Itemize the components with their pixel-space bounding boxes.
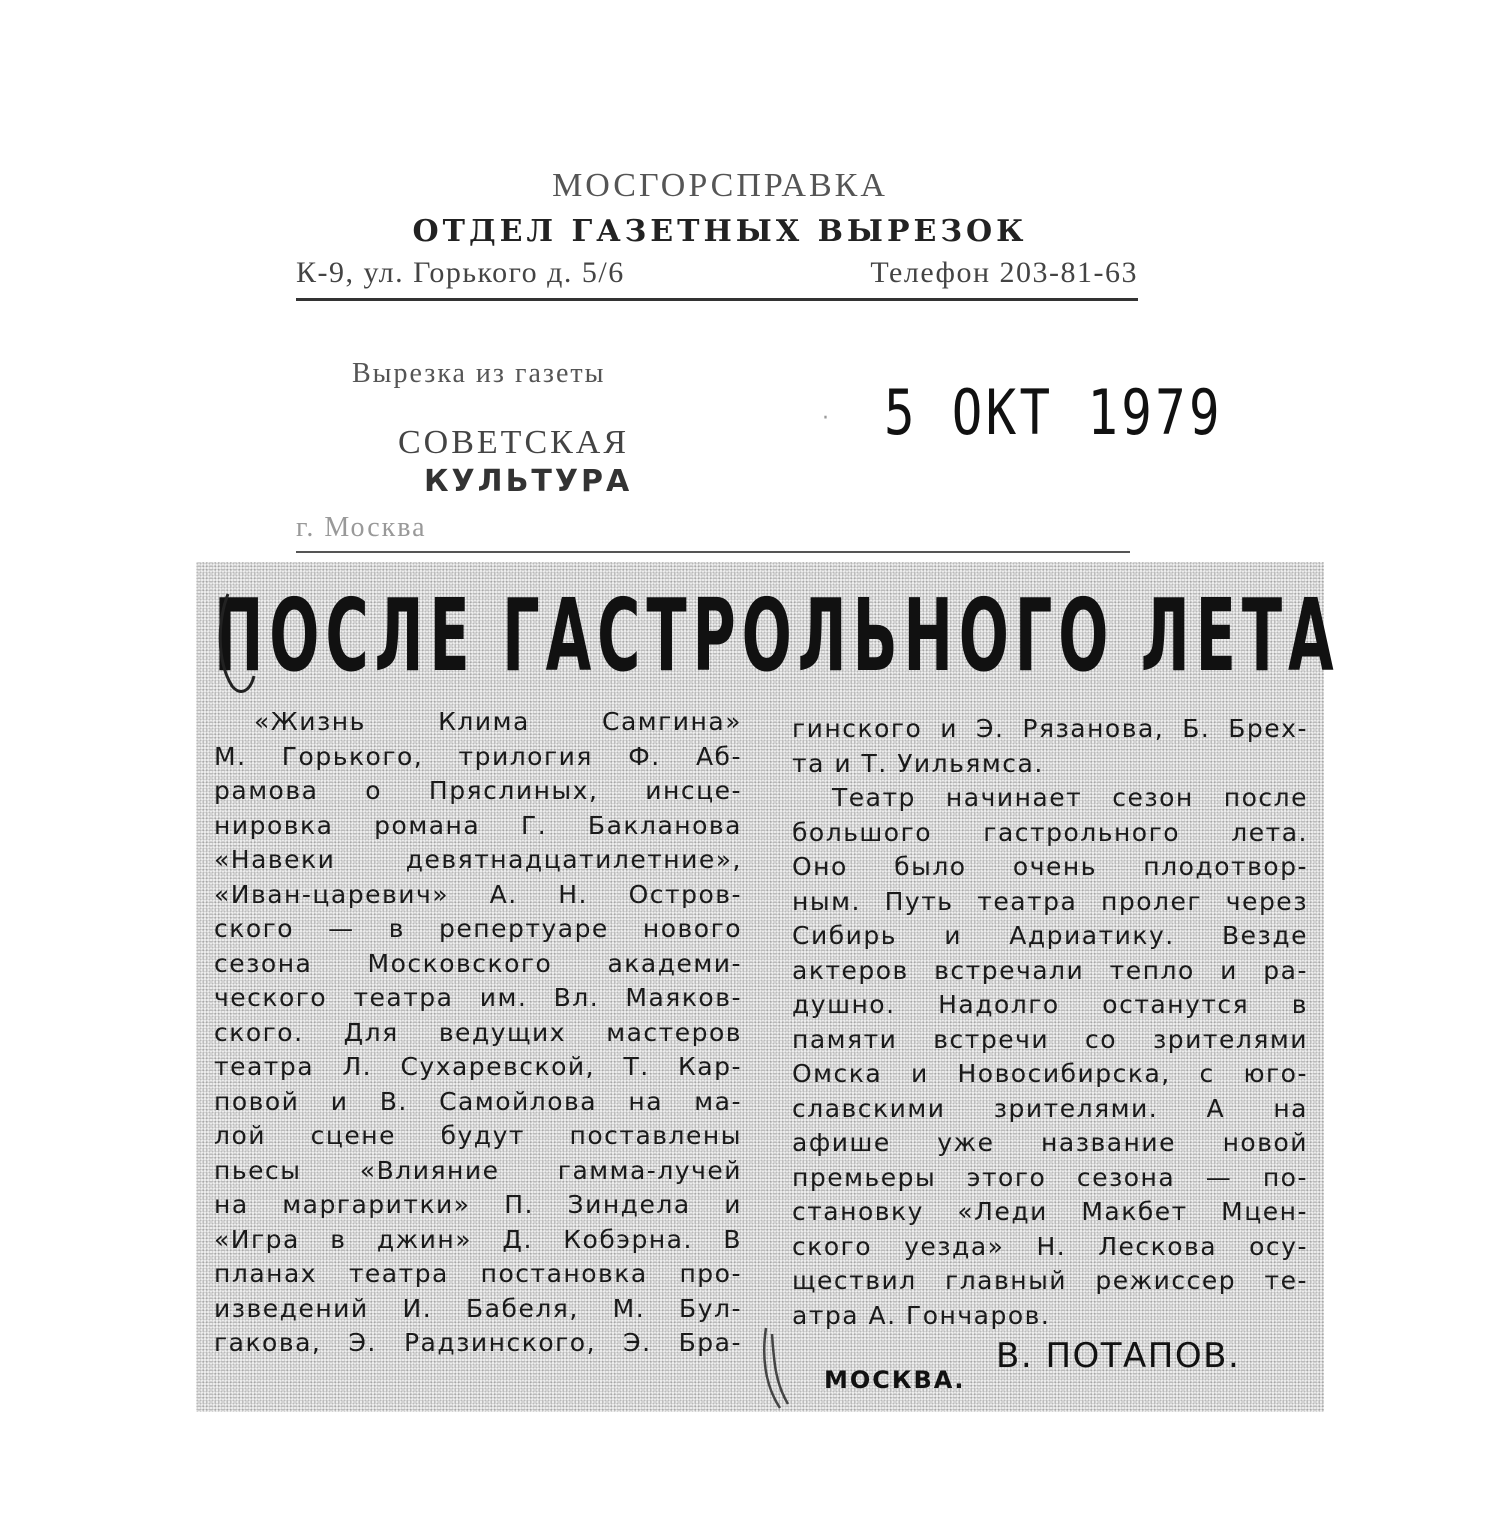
article-text-line: памяти встречи со зрителями [792, 1024, 1308, 1054]
article-text-line: гинского и Э. Рязанова, Б. Брех- [792, 714, 1308, 743]
article-left-column [214, 705, 742, 1361]
article-dateline: МОСКВА. [824, 1366, 966, 1394]
article-text-line: «Навеки девятнадцатилетние», [214, 845, 742, 874]
article-headline: ПОСЛЕ ГАСТРОЛЬНОГО ЛЕТА [214, 577, 1340, 694]
article-text-line: изведений И. Бабеля, М. Бул- [214, 1293, 742, 1323]
article-text-line: лой сцене будут поставлены [214, 1121, 742, 1150]
stamp-smudge: · [822, 406, 829, 431]
article-text-line: рамова о Пряслиных, инсце- [214, 776, 742, 805]
article-text-line: та и Т. Уильямса. [792, 748, 1044, 778]
bureau-name: МОСГОРСПРАВКА [552, 167, 888, 204]
article-text-line: атра А. Гончаров. [792, 1300, 1051, 1330]
source-city: г. Москва [296, 512, 427, 543]
article-right-column [792, 712, 1308, 1333]
article-text-line: на маргаритки» П. Зиндела и [214, 1190, 742, 1219]
article-text-line: «Иван-царевич» А. Н. Остров- [214, 879, 742, 909]
article-text-line: ского. Для ведущих мастеров [214, 1017, 742, 1047]
article-text-line: гакова, Э. Радзинского, Э. Бра- [214, 1328, 742, 1357]
article-text-line: пьесы «Влияние гамма-лучей [214, 1155, 742, 1185]
bureau-contact-line [296, 256, 1138, 301]
article-text-line: актеров встречали тепло и ра- [792, 955, 1308, 985]
bureau-phone: Телефон 203-81-63 [870, 256, 1138, 289]
newspaper-name-line-2: КУЛЬТУРА [424, 464, 633, 499]
date-stamp: 5 ОКТ 1979 [884, 376, 1223, 449]
article-text-line: ского — в репертуаре нового [214, 914, 742, 943]
article-text-line: Оно было очень плодотвор- [792, 852, 1308, 881]
article-text-line: Сибирь и Адриатику. Везде [792, 921, 1308, 950]
article-text-line: планах театра постановка про- [214, 1259, 742, 1288]
article-text-line: славскими зрителями. А на [792, 1093, 1308, 1123]
article-byline: В. ПОТАПОВ. [996, 1336, 1241, 1376]
article-text-line: Омска и Новосибирска, с юго- [792, 1059, 1308, 1088]
article-text-line: премьеры этого сезона — по- [792, 1162, 1308, 1192]
newspaper-name-line-1: СОВЕТСКАЯ [398, 424, 630, 461]
article-text-line: Театр начинает сезон после [832, 783, 1308, 812]
article-text-line: становку «Леди Макбет Мцен- [792, 1197, 1308, 1226]
article-text-line: ным. Путь театра пролег через [792, 886, 1308, 916]
article-text-line: афише уже название новой [792, 1128, 1308, 1157]
source-caption: Вырезка из газеты [352, 358, 606, 389]
article-text-line: большого гастрольного лета. [792, 817, 1308, 847]
article-text-line: «Жизнь Клима Самгина» [254, 707, 742, 736]
bureau-department: ОТДЕЛ ГАЗЕТНЫХ ВЫРЕЗОК [412, 214, 1028, 249]
source-divider [296, 551, 1130, 553]
article-text-line: нировка романа Г. Бакланова [214, 810, 742, 840]
article-text-line: душно. Надолго останутся в [792, 990, 1308, 1019]
bureau-header [0, 166, 1440, 252]
article-text-line: сезона Московского академи- [214, 948, 742, 978]
article-text-line: повой и В. Самойлова на ма- [214, 1086, 742, 1116]
article-text-line: ществил главный режиссер те- [792, 1266, 1308, 1295]
article-text-line: ческого театра им. Вл. Маяков- [214, 983, 742, 1012]
article-text-line: «Игра в джин» Д. Кобэрна. В [214, 1224, 742, 1254]
article-text-line: ского уезда» Н. Лескова осу- [792, 1231, 1308, 1261]
article-text-line: М. Горького, трилогия Ф. Аб- [214, 741, 742, 771]
article-text-line: театра Л. Сухаревской, Т. Кар- [214, 1052, 742, 1081]
bureau-address: К-9, ул. Горького д. 5/6 [296, 256, 625, 289]
